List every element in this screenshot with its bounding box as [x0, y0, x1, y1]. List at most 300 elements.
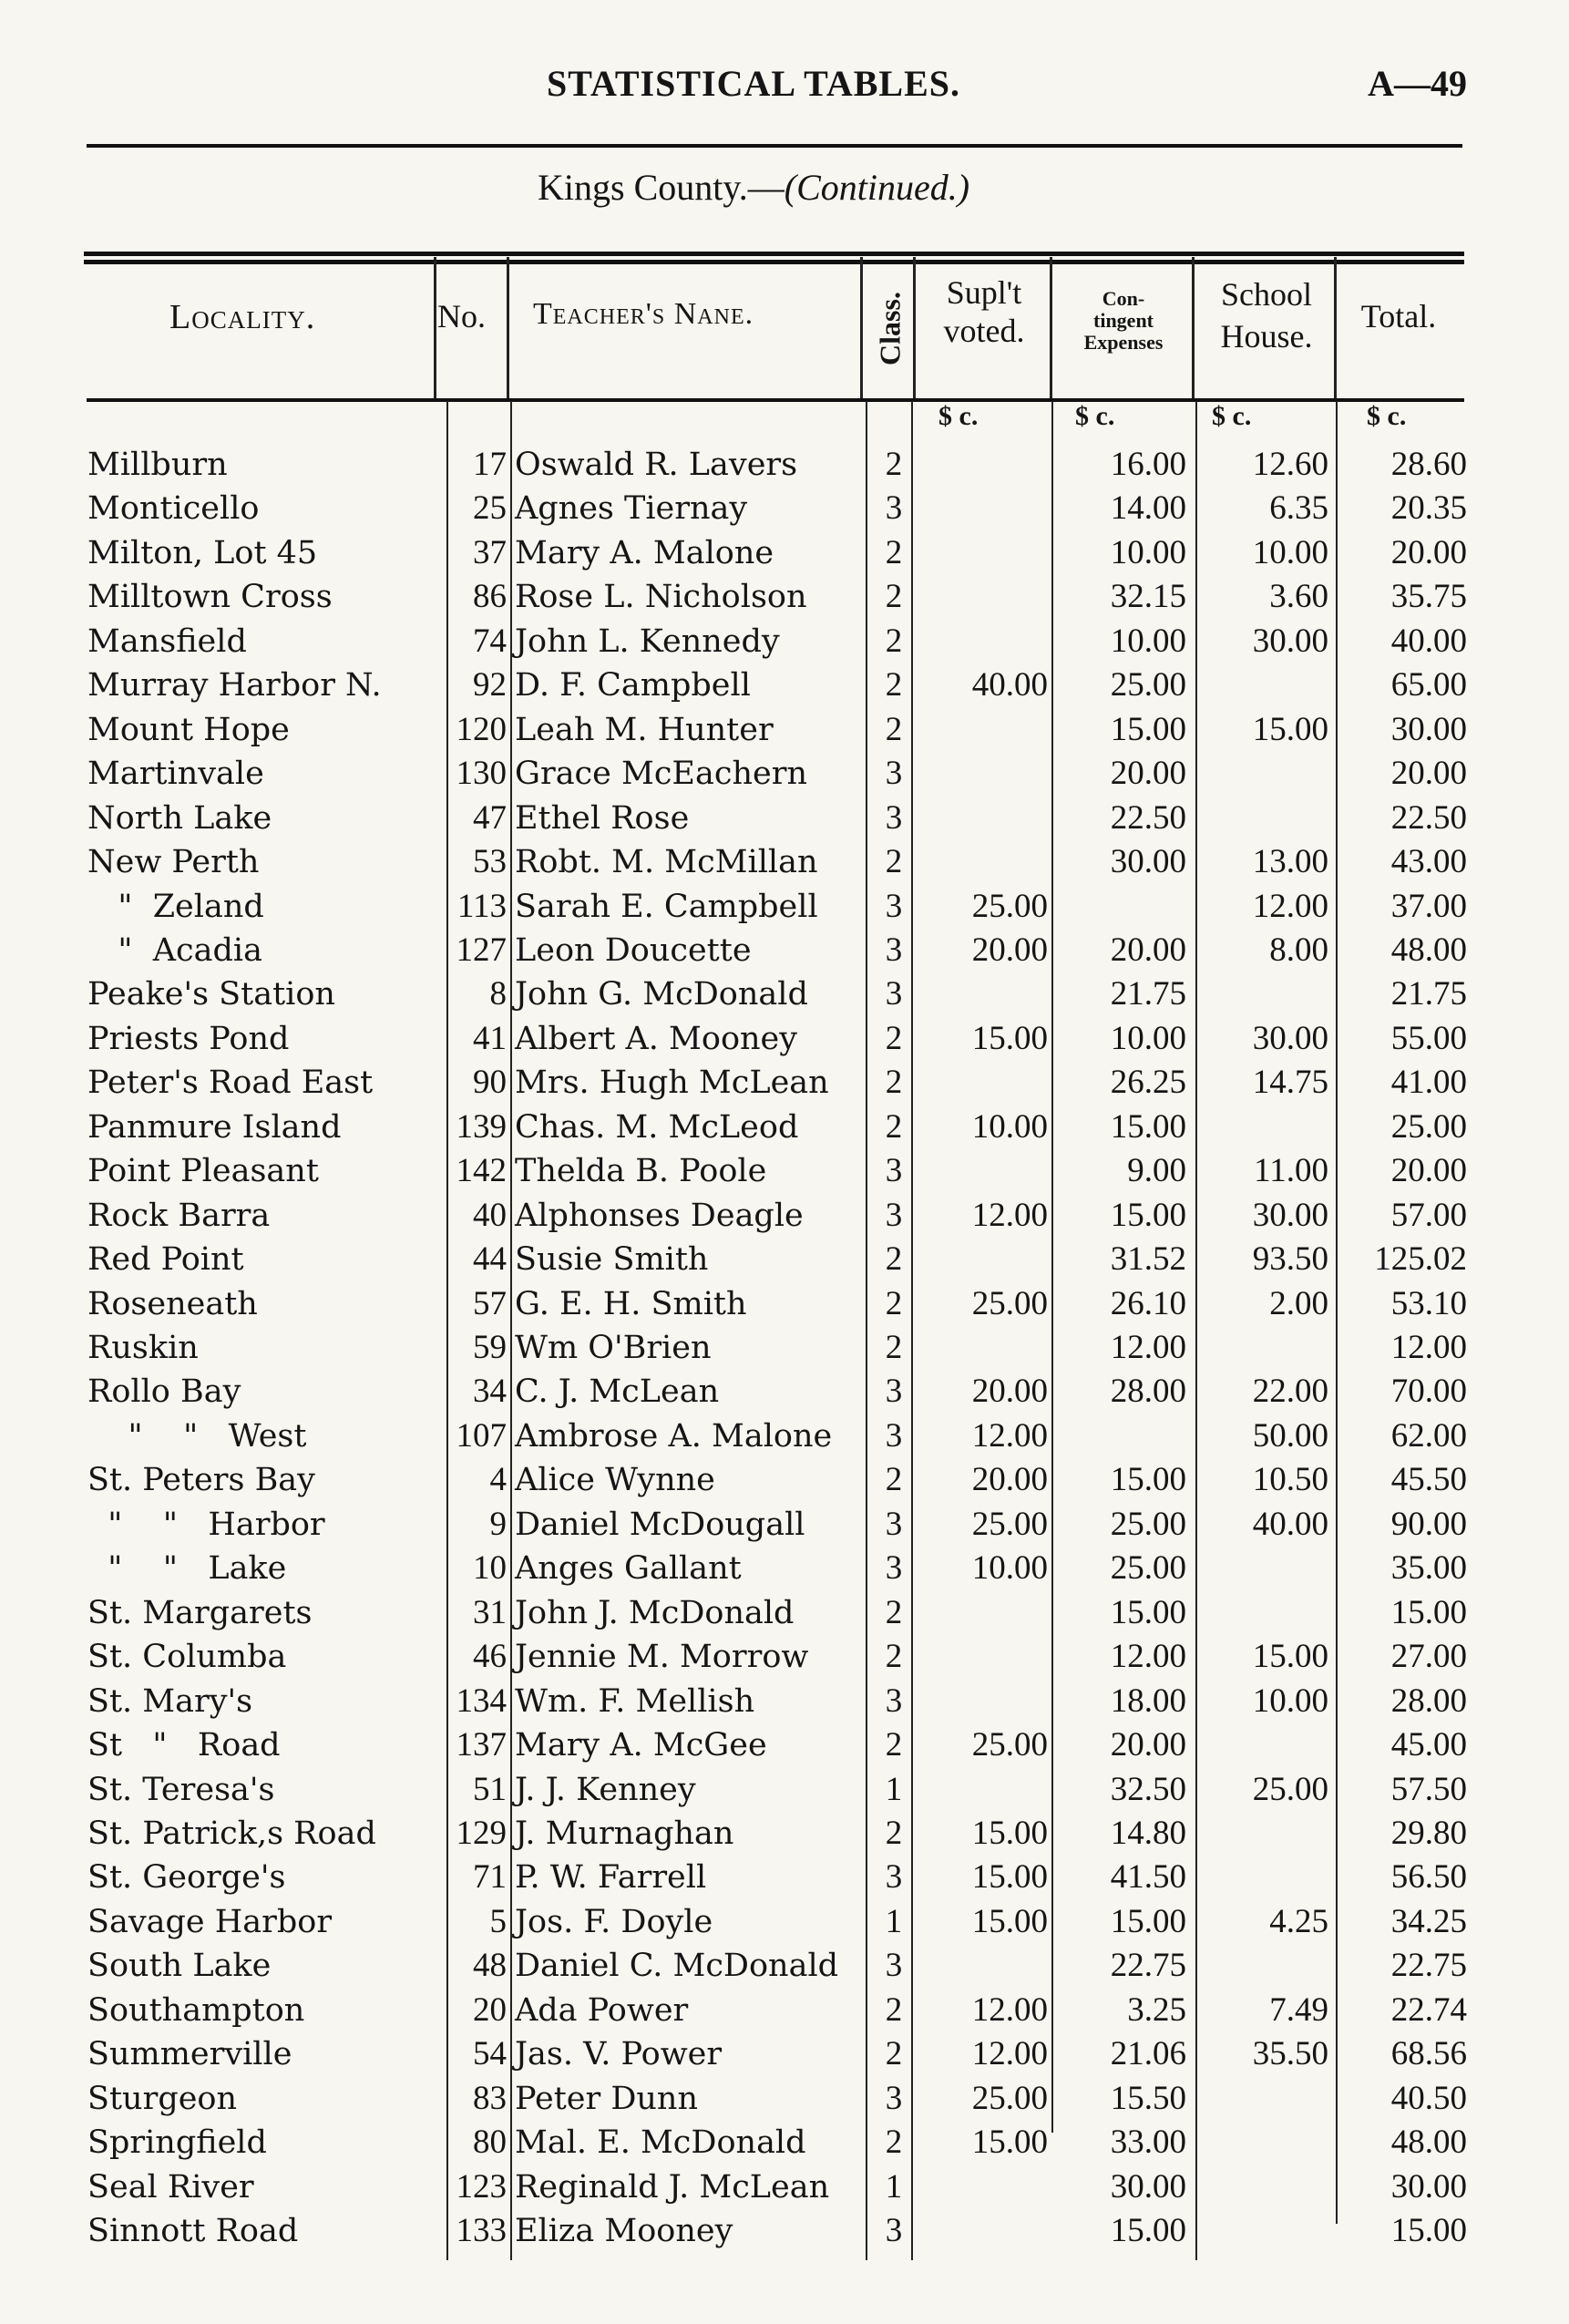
- cell-teacher: C. J. McLean: [515, 1373, 720, 1411]
- cell-no: 130: [456, 755, 507, 793]
- table-row: [0, 1458, 1569, 1502]
- header-supl-line2: voted.: [943, 313, 1025, 349]
- cell-no: 40: [473, 1196, 507, 1234]
- cell-supl: 15.00: [971, 1858, 1048, 1897]
- cell-cont: 15.00: [1110, 1461, 1186, 1499]
- cell-school: 6.35: [1269, 489, 1328, 528]
- cell-cont: 18.00: [1110, 1681, 1186, 1720]
- cell-locality: St. Patrick,s Road: [87, 1815, 376, 1852]
- cell-cont: 28.00: [1110, 1373, 1186, 1411]
- cell-teacher: G. E. H. Smith: [515, 1285, 747, 1322]
- table-row: [0, 1856, 1569, 1899]
- cell-class: 3: [885, 975, 903, 1013]
- header-class: [866, 273, 913, 392]
- header-school-line1: School: [1220, 276, 1312, 313]
- table-row: [0, 1900, 1569, 1944]
- table-row: [0, 972, 1569, 1016]
- cell-total: 57.00: [1390, 1196, 1467, 1234]
- cell-no: 71: [473, 1858, 507, 1897]
- table-row: [0, 1061, 1569, 1105]
- cell-locality: Millburn: [87, 447, 228, 483]
- cell-cont: 15.00: [1110, 1593, 1186, 1631]
- cell-locality: Summerville: [87, 2036, 292, 2073]
- cell-locality: Roseneath: [87, 1285, 258, 1322]
- units-supl: $ c.: [938, 401, 979, 431]
- cell-supl: 25.00: [971, 1726, 1048, 1764]
- cell-teacher: Ada Power: [515, 1991, 689, 2029]
- cell-total: 70.00: [1390, 1373, 1467, 1411]
- cell-no: 25: [473, 489, 507, 528]
- cell-teacher: John L. Kennedy: [515, 622, 780, 660]
- cell-no: 80: [473, 2123, 507, 2162]
- cell-class: 3: [885, 755, 903, 793]
- cell-class: 3: [885, 1416, 903, 1455]
- cell-class: 2: [885, 2123, 903, 2162]
- cell-total: 28.60: [1390, 446, 1467, 483]
- table-row: [0, 1723, 1569, 1767]
- table-row: [0, 1503, 1569, 1547]
- table-row: [0, 487, 1569, 530]
- cell-school: 35.50: [1252, 2035, 1328, 2073]
- cell-cont: 3.25: [1127, 1990, 1186, 2029]
- cell-class: 2: [885, 843, 903, 881]
- cell-cont: 31.52: [1110, 1240, 1186, 1279]
- cell-teacher: Mrs. Hugh McLean: [515, 1064, 829, 1102]
- cell-cont: 25.00: [1110, 1549, 1186, 1588]
- cell-total: 35.75: [1390, 578, 1467, 616]
- header-school-house: [1198, 273, 1335, 357]
- cell-school: 40.00: [1252, 1505, 1328, 1543]
- cell-locality: Peake's Station: [87, 976, 335, 1013]
- cell-teacher: Wm. F. Mellish: [515, 1682, 755, 1720]
- table-row: [0, 1547, 1569, 1590]
- cell-cont: 32.50: [1110, 1770, 1186, 1808]
- units-cont: $ c.: [1075, 401, 1115, 431]
- table-row: [0, 1105, 1569, 1149]
- cell-total: 35.00: [1390, 1549, 1467, 1588]
- cell-supl: 20.00: [971, 1461, 1048, 1499]
- cell-locality: Rollo Bay: [87, 1373, 241, 1411]
- cell-locality: Sturgeon: [87, 2080, 238, 2117]
- cell-total: 53.10: [1390, 1284, 1467, 1322]
- cell-teacher: Susie Smith: [515, 1241, 709, 1279]
- table-row: [0, 1326, 1569, 1370]
- header-supl-line1: Supl't: [946, 274, 1022, 311]
- cell-cont: 10.00: [1110, 533, 1186, 571]
- cell-class: 2: [885, 666, 903, 704]
- cell-locality: Sinnott Road: [87, 2213, 299, 2249]
- cell-class: 3: [885, 1152, 903, 1190]
- table-row: [0, 752, 1569, 796]
- cell-cont: 15.00: [1110, 2212, 1186, 2249]
- cell-no: 4: [489, 1461, 507, 1499]
- table-row: [0, 1282, 1569, 1326]
- cell-cont: 22.75: [1110, 1947, 1186, 1985]
- header-total: Total.: [1360, 298, 1437, 334]
- cell-cont: 15.00: [1110, 1196, 1186, 1234]
- county-title-continued: (Continued.): [784, 167, 970, 208]
- cell-class: 3: [885, 798, 903, 837]
- cell-total: 15.00: [1390, 1593, 1467, 1631]
- cell-supl: 15.00: [971, 2123, 1048, 2162]
- cell-class: 3: [885, 1858, 903, 1897]
- cell-locality: Mansfield: [87, 622, 247, 660]
- cell-school: 7.49: [1269, 1990, 1328, 2029]
- cell-class: 3: [885, 2212, 903, 2249]
- cell-class: 2: [885, 1638, 903, 1676]
- header-rule: [87, 144, 1462, 148]
- cell-total: 22.75: [1390, 1947, 1467, 1985]
- running-head: [0, 62, 1569, 117]
- header-locality: Locality.: [169, 298, 316, 336]
- table-row: [0, 797, 1569, 840]
- cell-teacher: Alice Wynne: [515, 1462, 715, 1499]
- table-row: [0, 1017, 1569, 1061]
- cell-school: 10.50: [1252, 1461, 1328, 1499]
- table-row: [0, 620, 1569, 663]
- table-row: [0, 2077, 1569, 2121]
- cell-cont: 22.50: [1110, 798, 1186, 837]
- cell-cont: 25.00: [1110, 666, 1186, 704]
- cell-teacher: Anges Gallant: [515, 1550, 742, 1588]
- table-top-rule-double: [84, 260, 1464, 264]
- cell-locality: Seal River: [87, 2168, 254, 2206]
- cell-class: 1: [885, 1902, 903, 1940]
- cell-total: 20.00: [1390, 533, 1467, 571]
- cell-locality: Mount Hope: [87, 711, 290, 748]
- cell-cont: 14.00: [1110, 489, 1186, 528]
- cell-teacher: Mal. E. McDonald: [515, 2124, 806, 2162]
- table-row: [0, 663, 1569, 707]
- cell-school: 2.00: [1269, 1284, 1328, 1322]
- table-row: [0, 1944, 1569, 1988]
- col-sep-class-left: [860, 257, 863, 398]
- cell-school: 8.00: [1269, 931, 1328, 969]
- cell-class: 2: [885, 1726, 903, 1764]
- cell-teacher: Sarah E. Campbell: [515, 888, 818, 925]
- cell-class: 2: [885, 1107, 903, 1146]
- table-row: [0, 1370, 1569, 1414]
- cell-class: 2: [885, 578, 903, 616]
- cell-teacher: Oswald R. Lavers: [515, 447, 798, 483]
- cell-class: 2: [885, 622, 903, 660]
- cell-locality: " Zeland: [87, 888, 264, 925]
- cell-locality: " " Lake: [87, 1550, 287, 1588]
- table-row: [0, 1194, 1569, 1238]
- cell-class: 2: [885, 1990, 903, 2029]
- table-row: [0, 1238, 1569, 1281]
- cell-cont: 14.80: [1110, 1814, 1186, 1852]
- cell-teacher: Mary A. Malone: [515, 534, 774, 571]
- cell-class: 2: [885, 1461, 903, 1499]
- cell-school: 10.00: [1252, 1681, 1328, 1720]
- cell-locality: " " West: [87, 1417, 307, 1455]
- col-sep-school-right: [1334, 257, 1337, 398]
- cell-locality: Ruskin: [87, 1330, 199, 1366]
- cell-locality: Panmure Island: [87, 1108, 342, 1146]
- cell-no: 74: [473, 622, 507, 660]
- cell-class: 2: [885, 1019, 903, 1057]
- cell-no: 5: [489, 1902, 507, 1940]
- cell-school: 50.00: [1252, 1416, 1328, 1455]
- cell-teacher: Robt. M. McMillan: [515, 844, 818, 881]
- header-class-label: Class.: [873, 292, 907, 365]
- cell-class: 3: [885, 1549, 903, 1588]
- cell-teacher: John G. McDonald: [515, 976, 808, 1013]
- cell-no: 139: [456, 1107, 507, 1146]
- cell-no: 47: [473, 798, 507, 837]
- cell-total: 20.35: [1390, 489, 1467, 528]
- cell-no: 137: [456, 1726, 507, 1764]
- cell-class: 2: [885, 533, 903, 571]
- cell-cont: 20.00: [1110, 755, 1186, 793]
- cell-total: 43.00: [1390, 843, 1467, 881]
- cell-cont: 25.00: [1110, 1505, 1186, 1543]
- cell-total: 48.00: [1390, 2123, 1467, 2162]
- cell-teacher: Rose L. Nicholson: [515, 579, 807, 616]
- header-teacher: Teacher's Nane.: [533, 297, 754, 331]
- cell-no: 123: [456, 2167, 507, 2206]
- cell-total: 65.00: [1390, 666, 1467, 704]
- header-cont-line1: Con-: [1102, 287, 1145, 310]
- cell-school: 93.50: [1252, 1240, 1328, 1279]
- cell-no: 133: [456, 2212, 507, 2249]
- cell-no: 54: [473, 2035, 507, 2073]
- cell-locality: St. Columba: [87, 1639, 287, 1676]
- cell-school: 4.25: [1269, 1902, 1328, 1940]
- cell-supl: 20.00: [971, 931, 1048, 969]
- cell-locality: North Lake: [87, 799, 272, 837]
- table-row: [0, 2032, 1569, 2076]
- table-top-rule: [84, 252, 1464, 256]
- cell-cont: 33.00: [1110, 2123, 1186, 2162]
- cell-locality: Martinvale: [87, 756, 264, 793]
- cell-class: 2: [885, 1064, 903, 1102]
- units-school: $ c.: [1212, 401, 1252, 431]
- cell-no: 51: [473, 1770, 507, 1808]
- county-title: [538, 166, 969, 209]
- cell-total: 40.50: [1390, 2079, 1467, 2117]
- cell-total: 30.00: [1390, 2167, 1467, 2206]
- page-number: A—49: [1368, 63, 1467, 104]
- cell-total: 34.25: [1390, 1902, 1467, 1940]
- cell-locality: St. Teresa's: [87, 1771, 275, 1808]
- cell-no: 107: [456, 1416, 507, 1455]
- header-bottom-rule: [87, 398, 1464, 402]
- cell-no: 48: [473, 1947, 507, 1985]
- header-supl: [920, 273, 1048, 350]
- cell-supl: 25.00: [971, 2079, 1048, 2117]
- table-row: [0, 575, 1569, 619]
- cell-no: 20: [473, 1990, 507, 2029]
- cell-no: 113: [456, 887, 507, 925]
- cell-total: 28.00: [1390, 1681, 1467, 1720]
- cell-cont: 21.75: [1110, 975, 1186, 1013]
- cell-cont: 30.00: [1110, 2167, 1186, 2206]
- cell-class: 2: [885, 1284, 903, 1322]
- table-row: [0, 929, 1569, 972]
- cell-teacher: John J. McDonald: [515, 1594, 795, 1631]
- cell-supl: 10.00: [971, 1549, 1048, 1588]
- cell-no: 83: [473, 2079, 507, 2117]
- cell-teacher: Grace McEachern: [515, 756, 807, 793]
- cell-cont: 21.06: [1110, 2035, 1186, 2073]
- cell-teacher: Reginald J. McLean: [515, 2168, 830, 2206]
- cell-locality: South Lake: [87, 1948, 272, 1985]
- cell-teacher: Agnes Tiernay: [515, 490, 748, 528]
- table-row: [0, 1635, 1569, 1679]
- cell-cont: 26.10: [1110, 1284, 1186, 1322]
- cell-school: 15.00: [1252, 1638, 1328, 1676]
- cell-total: 20.00: [1390, 1152, 1467, 1190]
- cell-no: 59: [473, 1329, 507, 1366]
- cell-cont: 30.00: [1110, 843, 1186, 881]
- cell-teacher: Daniel McDougall: [515, 1506, 805, 1543]
- cell-no: 120: [456, 710, 507, 748]
- cell-class: 3: [885, 1947, 903, 1985]
- cell-teacher: Eliza Mooney: [515, 2213, 733, 2249]
- cell-teacher: Wm O'Brien: [515, 1330, 712, 1366]
- cell-teacher: J. Murnaghan: [515, 1815, 734, 1852]
- cell-locality: " Acadia: [87, 931, 262, 969]
- cell-class: 3: [885, 1373, 903, 1411]
- cell-no: 90: [473, 1064, 507, 1102]
- cell-locality: St. Mary's: [87, 1682, 253, 1720]
- cell-school: 11.00: [1254, 1152, 1328, 1190]
- running-title: STATISTICAL TABLES.: [547, 63, 961, 104]
- cell-locality: Savage Harbor: [87, 1903, 333, 1940]
- cell-class: 2: [885, 2035, 903, 2073]
- header-no: No.: [437, 298, 486, 334]
- cell-cont: 12.00: [1110, 1329, 1186, 1366]
- cell-total: 15.00: [1390, 2212, 1467, 2249]
- cell-no: 9: [489, 1505, 507, 1543]
- cell-total: 20.00: [1390, 755, 1467, 793]
- cell-no: 53: [473, 843, 507, 881]
- table-row: [0, 1989, 1569, 2032]
- cell-no: 34: [473, 1373, 507, 1411]
- table-row: [0, 885, 1569, 929]
- cell-school: 22.00: [1252, 1373, 1328, 1411]
- cell-teacher: Jas. V. Power: [515, 2036, 723, 2073]
- cell-teacher: Albert A. Mooney: [515, 1020, 798, 1057]
- cell-supl: 15.00: [971, 1019, 1048, 1057]
- cell-teacher: P. W. Farrell: [515, 1859, 707, 1897]
- cell-class: 2: [885, 1593, 903, 1631]
- table-row: [0, 1812, 1569, 1856]
- cell-school: 12.60: [1252, 446, 1328, 483]
- cell-teacher: Ambrose A. Malone: [515, 1417, 833, 1455]
- cell-locality: Milton, Lot 45: [87, 534, 318, 571]
- cell-total: 29.80: [1390, 1814, 1467, 1852]
- cell-locality: Southampton: [87, 1991, 305, 2029]
- cell-cont: 10.00: [1110, 622, 1186, 660]
- table-row: [0, 1768, 1569, 1812]
- cell-cont: 15.00: [1110, 1107, 1186, 1146]
- cell-locality: Peter's Road East: [87, 1064, 374, 1102]
- cell-total: 48.00: [1390, 931, 1467, 969]
- cell-no: 134: [456, 1681, 507, 1720]
- cell-class: 1: [885, 2167, 903, 2206]
- cell-no: 129: [456, 1814, 507, 1852]
- cell-total: 12.00: [1390, 1329, 1467, 1366]
- header-cont-line2: tingent: [1093, 309, 1154, 332]
- cell-teacher: Mary A. McGee: [515, 1727, 767, 1764]
- cell-supl: 25.00: [971, 1284, 1048, 1322]
- cell-locality: St. Peters Bay: [87, 1462, 315, 1499]
- cell-total: 90.00: [1390, 1505, 1467, 1543]
- cell-locality: Priests Pond: [87, 1020, 290, 1057]
- cell-total: 21.75: [1390, 975, 1467, 1013]
- cell-locality: New Perth: [87, 844, 260, 881]
- cell-class: 2: [885, 1814, 903, 1852]
- col-sep-no-left: [434, 257, 436, 398]
- cell-cont: 12.00: [1110, 1638, 1186, 1676]
- cell-locality: " " Harbor: [87, 1506, 325, 1543]
- cell-no: 92: [473, 666, 507, 704]
- cell-class: 3: [885, 1681, 903, 1720]
- table-row: [0, 2209, 1569, 2253]
- cell-cont: 9.00: [1127, 1152, 1186, 1190]
- cell-teacher: Peter Dunn: [515, 2080, 699, 2117]
- cell-school: 3.60: [1269, 578, 1328, 616]
- cell-no: 46: [473, 1638, 507, 1676]
- cell-locality: St. Margarets: [87, 1594, 313, 1631]
- cell-cont: 20.00: [1110, 931, 1186, 969]
- cell-locality: Murray Harbor N.: [87, 667, 382, 704]
- cell-class: 3: [885, 1196, 903, 1234]
- cell-cont: 15.00: [1110, 1902, 1186, 1940]
- cell-supl: 12.00: [971, 2035, 1048, 2073]
- cell-class: 3: [885, 887, 903, 925]
- cell-total: 40.00: [1390, 622, 1467, 660]
- header-school-line2: House.: [1220, 318, 1313, 355]
- cell-no: 31: [473, 1593, 507, 1631]
- cell-teacher: Alphonses Deagle: [515, 1197, 804, 1234]
- cell-teacher: Chas. M. McLeod: [515, 1108, 799, 1146]
- table-row: [0, 840, 1569, 884]
- cell-supl: 12.00: [971, 1196, 1048, 1234]
- cell-no: 57: [473, 1284, 507, 1322]
- table-row: [0, 2165, 1569, 2209]
- cell-no: 37: [473, 533, 507, 571]
- cell-class: 3: [885, 2079, 903, 2117]
- cell-total: 22.74: [1390, 1990, 1467, 2029]
- cell-total: 41.00: [1390, 1064, 1467, 1102]
- header-cont-line3: Expenses: [1083, 331, 1164, 354]
- cell-supl: 12.00: [971, 1416, 1048, 1455]
- cell-cont: 26.25: [1110, 1064, 1186, 1102]
- table-row: [0, 1680, 1569, 1723]
- col-sep-cont-right: [1192, 257, 1195, 398]
- cell-teacher: Thelda B. Poole: [515, 1153, 767, 1190]
- cell-locality: Rock Barra: [87, 1197, 271, 1234]
- cell-no: 10: [473, 1549, 507, 1588]
- cell-class: 2: [885, 446, 903, 483]
- cell-cont: 41.50: [1110, 1858, 1186, 1897]
- table-row: [0, 1591, 1569, 1635]
- cell-cont: 10.00: [1110, 1019, 1186, 1057]
- table-row: [0, 708, 1569, 752]
- cell-total: 37.00: [1390, 887, 1467, 925]
- cell-teacher: D. F. Campbell: [515, 667, 751, 704]
- cell-no: 44: [473, 1240, 507, 1279]
- cell-school: 30.00: [1252, 622, 1328, 660]
- cell-no: 86: [473, 578, 507, 616]
- cell-school: 14.75: [1252, 1064, 1328, 1102]
- col-sep-no-right: [507, 257, 509, 398]
- units-total: $ c.: [1367, 401, 1407, 431]
